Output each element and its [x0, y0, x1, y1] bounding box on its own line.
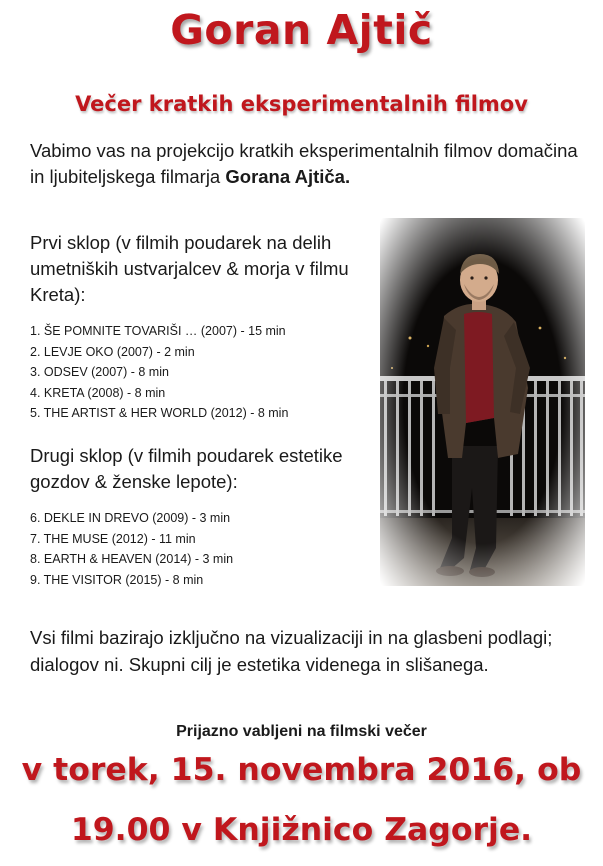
film-item: 8. EARTH & HEAVEN (2014) - 3 min	[30, 552, 234, 566]
event-place: 19.00 v Knjižnico Zagorje.	[70, 812, 533, 848]
invitation-text: Prijazno vabljeni na filmski večer	[176, 723, 427, 740]
filmmaker-photo	[380, 218, 585, 586]
film-item: 5. THE ARTIST & HER WORLD (2012) - 8 min	[30, 406, 289, 420]
film-item: 9. THE VISITOR (2015) - 8 min	[30, 572, 204, 587]
film-item: 7. THE MUSE (2012) - 11 min	[30, 531, 196, 546]
film-item: 1. ŠE POMNITE TOVARIŠI … (2007) - 15 min	[30, 324, 286, 338]
block1-film-list	[30, 321, 360, 424]
film-item: 6. DEKLE IN DREVO (2009) - 3 min	[30, 511, 231, 525]
page-title: Goran Ajtič	[170, 6, 433, 54]
film-item: 4. KRETA (2008) - 8 min	[30, 385, 166, 400]
block1-heading: Prvi sklop (v filmih poudarek na delih umetniških ustvarjalcev & morja v filmu Kreta):	[30, 232, 349, 305]
intro-paragraph	[30, 138, 590, 190]
event-subtitle: Večer kratkih eksperimentalnih filmov	[75, 92, 528, 116]
event-date: v torek, 15. novembra 2016, ob	[21, 752, 582, 788]
film-item: 3. ODSEV (2007) - 8 min	[30, 365, 169, 379]
closing-paragraph: Vsi filmi bazirajo izključno na vizualizaciji in na glasbeni podlagi; dialogov ni. Skupni cilj je estetika videnega in slišanega.	[30, 627, 553, 675]
block2-heading: Drugi sklop (v filmih poudarek estetike gozdov & ženske lepote):	[30, 445, 343, 492]
intro-text: Vabimo vas na projekcijo kratkih eksperimentalnih filmov domačina in ljubiteljskega filmarja	[30, 140, 578, 187]
filmmaker-name: Gorana Ajtiča.	[225, 166, 351, 187]
block2-film-list	[30, 508, 360, 590]
film-item: 2. LEVJE OKO (2007) - 2 min	[30, 344, 195, 359]
